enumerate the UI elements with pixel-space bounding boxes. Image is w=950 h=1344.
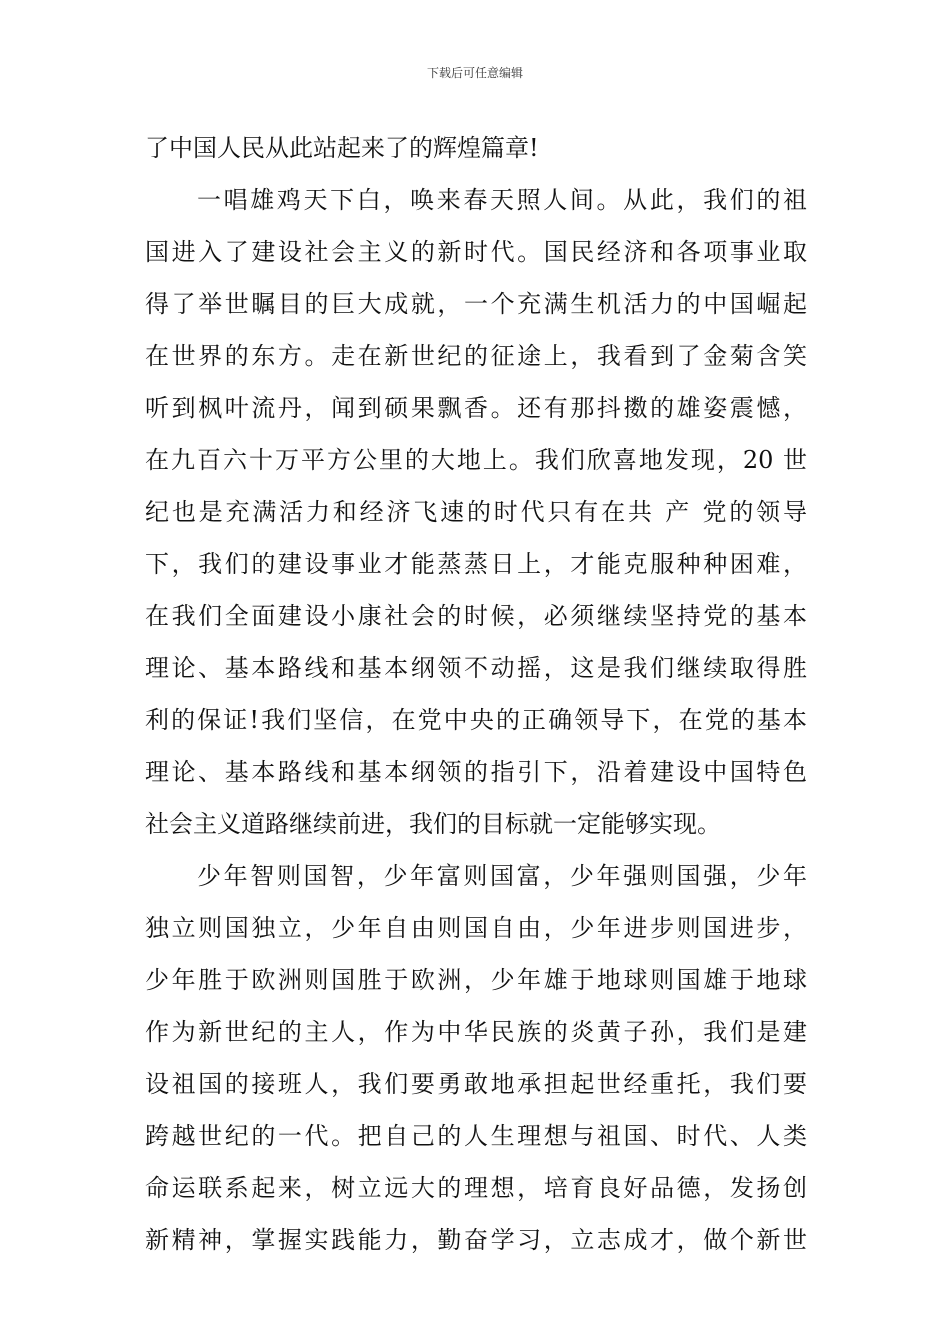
text-line: 命运联系起来，树立远大的理想，培育良好品德，发扬创 [145,1174,807,1202]
text-line: 得了举世瞩目的巨大成就，一个充满生机活力的中国崛起 [145,290,807,318]
text-line: 听到枫叶流丹，闻到硕果飘香。还有那抖擞的雄姿震憾， [145,394,807,422]
text-line: 一唱雄鸡天下白，唤来春天照人间。从此，我们的祖 [197,186,807,214]
text-line: 跨越世纪的一代。把自己的人生理想与祖国、时代、人类 [145,1122,807,1150]
text-line: 纪也是充满活力和经济飞速的时代只有在共 产 党的领导 [145,498,807,526]
text-line: 独立则国独立，少年自由则国自由，少年进步则国进步， [145,914,807,942]
text-line: 社会主义道路继续前进，我们的目标就一定能够实现。 [145,810,721,838]
text-line: 理论、基本路线和基本纲领的指引下，沿着建设中国特色 [145,758,807,786]
text-line: 少年胜于欧洲则国胜于欧洲，少年雄于地球则国雄于地球 [145,966,807,994]
text-line: 设祖国的接班人，我们要勇敢地承担起世经重托，我们要 [145,1070,807,1098]
text-line: 下，我们的建设事业才能蒸蒸日上，才能克服种种困难， [145,550,807,578]
document-body [145,122,807,1266]
text-line: 少年智则国智，少年富则国富，少年强则国强，少年 [197,862,807,890]
page-header: 下载后可任意编辑 [426,66,523,80]
text-line: 在世界的东方。走在新世纪的征途上，我看到了金菊含笑 [145,342,807,370]
text-line: 在九百六十万平方公里的大地上。我们欣喜地发现，20 世 [145,446,807,474]
text-line: 新精神，掌握实践能力，勤奋学习，立志成才，做个新世 [145,1226,807,1254]
text-line: 在我们全面建设小康社会的时候，必须继续坚持党的基本 [145,602,807,630]
text-line: 作为新世纪的主人，作为中华民族的炎黄子孙，我们是建 [145,1018,807,1046]
text-line: 了中国人民从此站起来了的辉煌篇章! [145,134,539,162]
text-line: 利的保证!我们坚信，在党中央的正确领导下，在党的基本 [145,706,807,734]
text-line: 理论、基本路线和基本纲领不动摇，这是我们继续取得胜 [145,654,807,682]
text-line: 国进入了建设社会主义的新时代。国民经济和各项事业取 [145,238,807,266]
